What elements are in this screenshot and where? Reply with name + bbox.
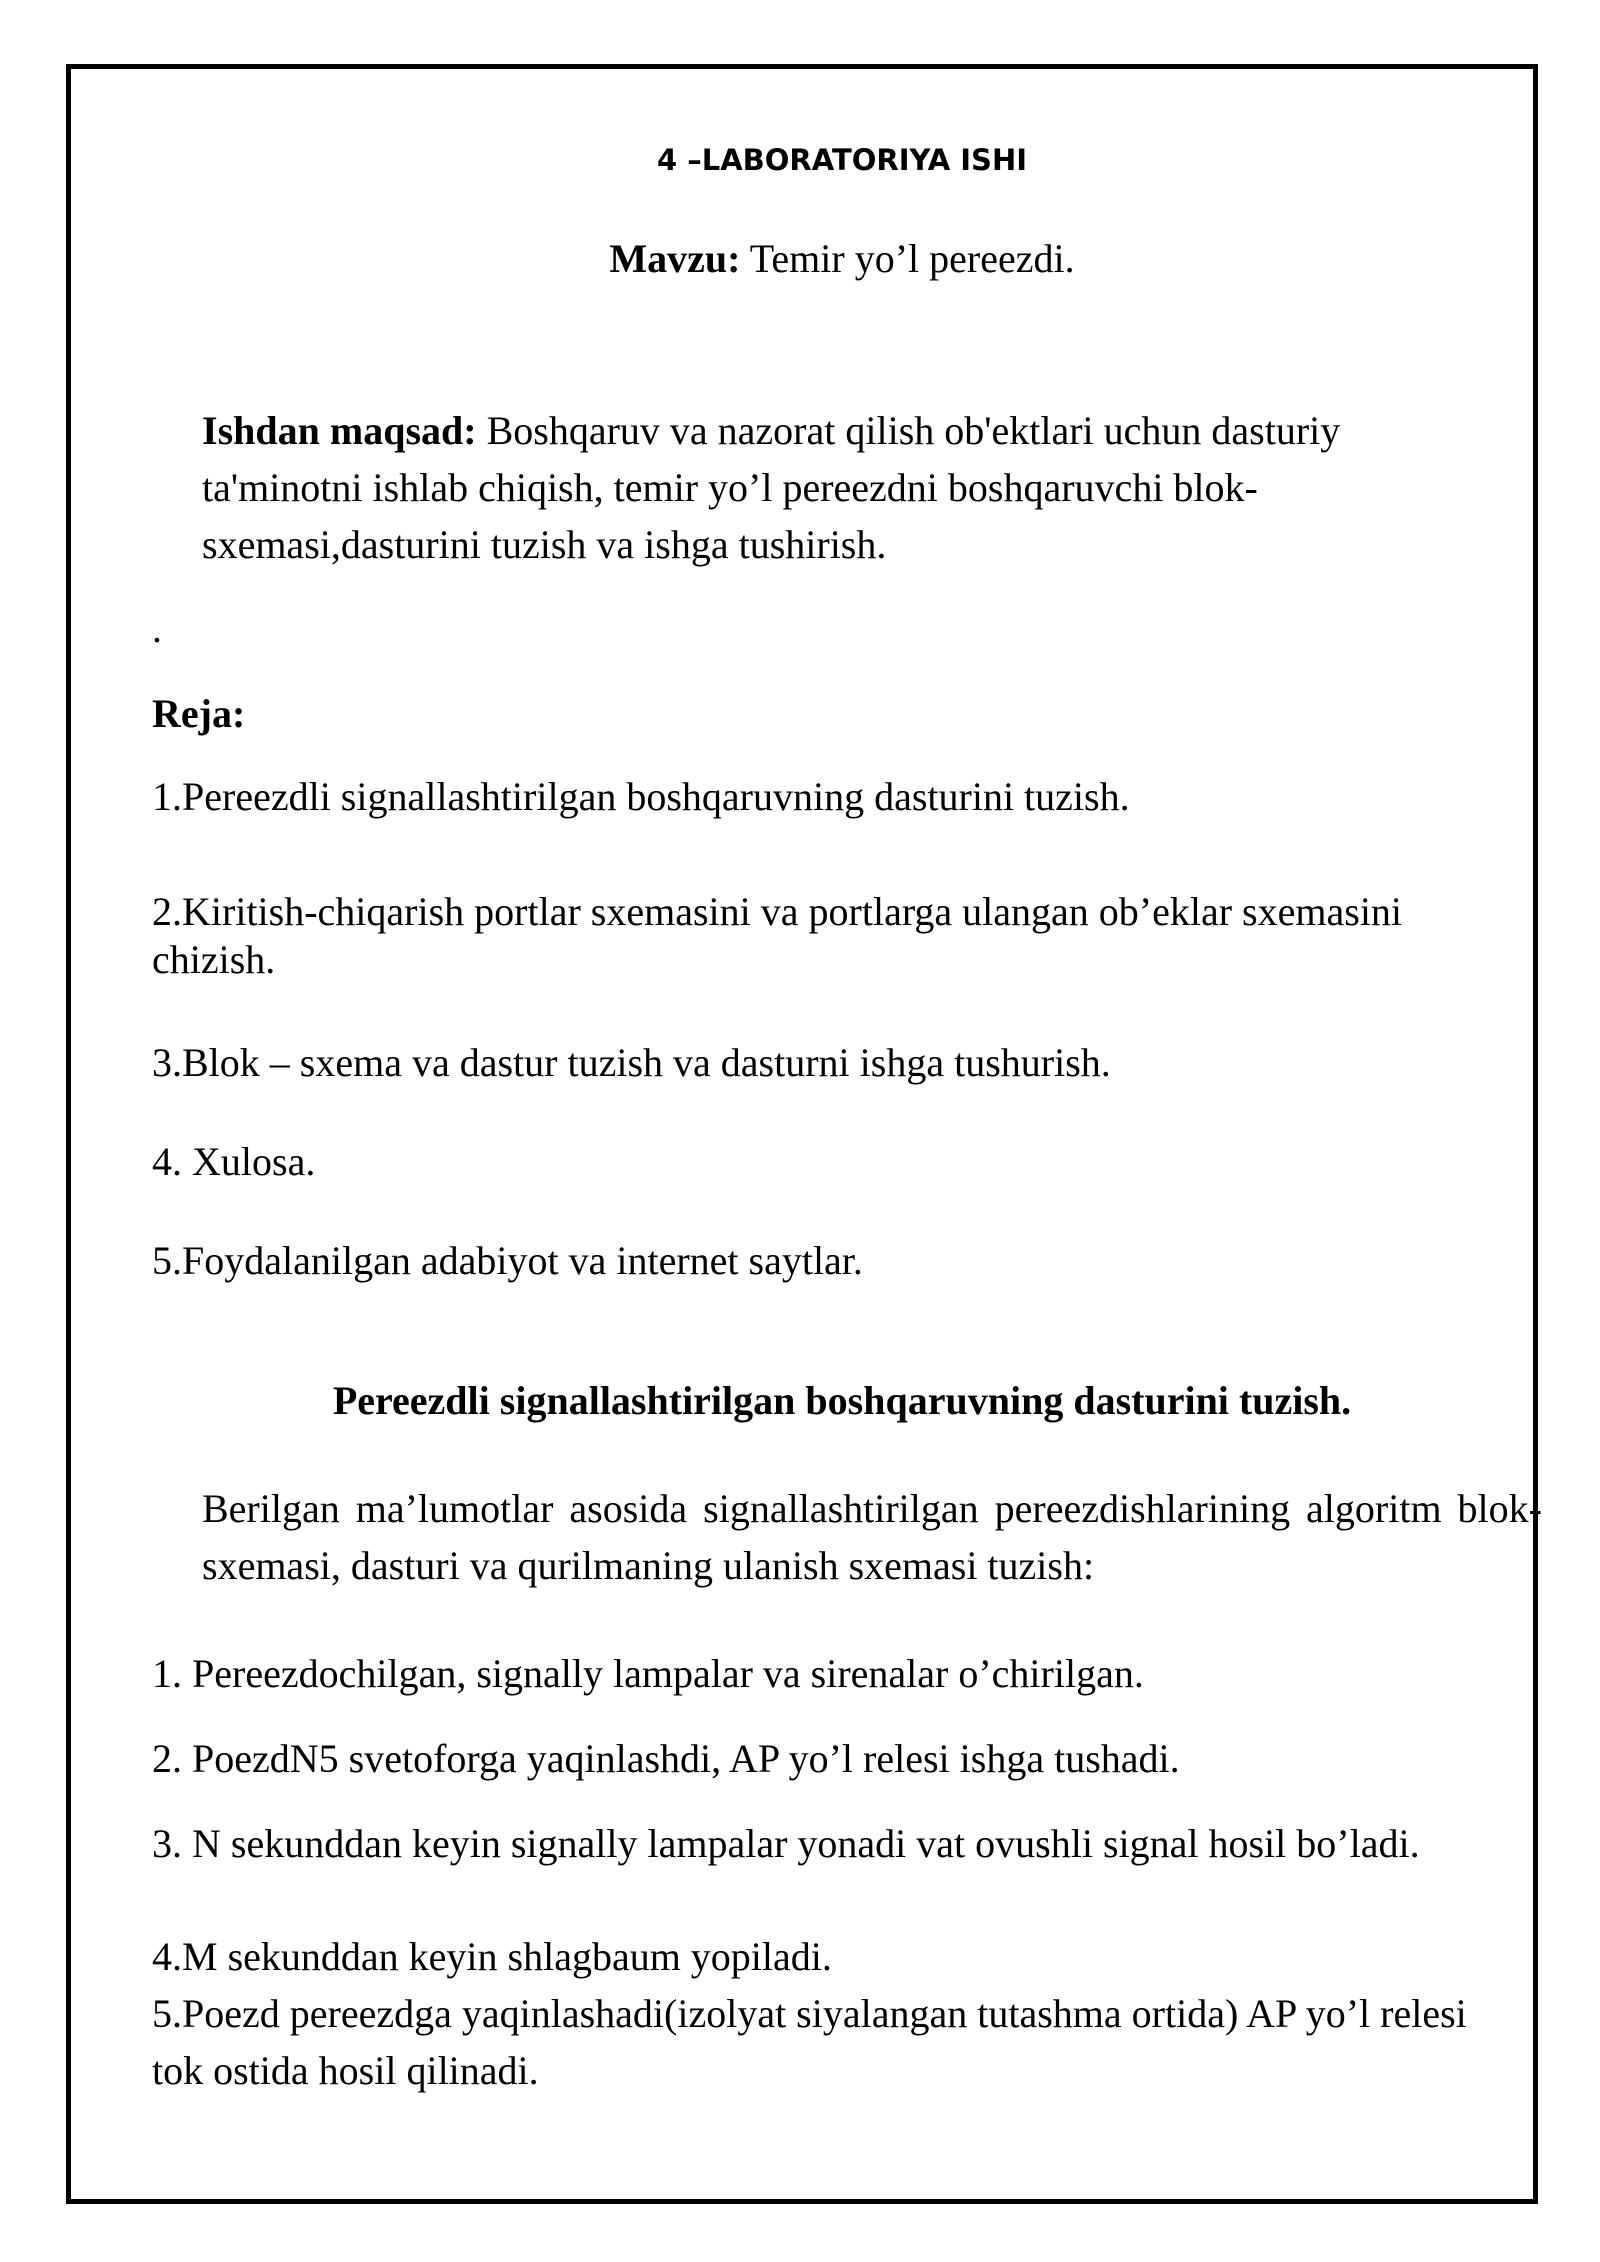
section-intro: Berilgan ma’lumotlar asosida signallashtirilgan pereezdishlarining algoritm blok-sxemasi, dasturi va qurilmaning ulanish sxemasi tuzish:	[202, 1486, 1542, 1588]
aim-paragraph	[152, 402, 1502, 573]
plan-item: 3.Blok – sxema va dastur tuzish va dasturni ishga tushurish.	[152, 1040, 1111, 1085]
topic-text: Temir yo’l pereezdi.	[740, 236, 1075, 281]
step-item: 2. PoezdN5 svetoforga yaqinlashdi, AP yo’l relesi ishga tushadi.	[152, 1736, 1180, 1781]
step-item: 5.Poezd pereezdga yaqinlashadi(izolyat siyalangan tutashma ortida) AP yo’l relesi tok ostida hosil qilinadi.	[152, 1991, 1467, 2093]
aim-text: Boshqaruv va nazorat qilish ob'ektlari uchun dasturiy ta'minotni ishlab chiqish, temir yo’l pereezdni boshqaruvchi blok-sxemasi,dasturini tuzish va ishga tushirish.	[202, 408, 1341, 567]
step-item: 1. Pereezdochilgan, signally lampalar va sirenalar o’chirilgan.	[152, 1651, 1144, 1696]
aim-label: Ishdan maqsad:	[202, 408, 477, 453]
lab-title: 4 –LABORATORIYA ISHI	[656, 143, 1028, 177]
section-heading: Pereezdli signallashtirilgan boshqaruvning dasturini tuzish.	[332, 1378, 1352, 1423]
plan-heading: Reja:	[152, 691, 246, 736]
step-item: 4.M sekunddan keyin shlagbaum yopiladi.	[152, 1934, 832, 1979]
topic-label: Mavzu:	[609, 236, 741, 281]
plan-item: 4. Xulosa.	[152, 1139, 316, 1184]
plan-item: 1.Pereezdli signallashtirilgan boshqaruvning dasturini tuzish.	[152, 774, 1130, 819]
plan-item: 5.Foydalanilgan adabiyot va internet saytlar.	[152, 1238, 863, 1283]
step-item: 3. N sekunddan keyin signally lampalar yonadi vat ovushli signal hosil bo’ladi.	[152, 1821, 1420, 1866]
topic-line	[152, 234, 1532, 284]
plan-item: 2.Kiritish-chiqarish portlar sxemasini va portlarga ulangan ob’eklar sxemasini chizish.	[152, 889, 1403, 982]
separator-dot: .	[152, 606, 162, 651]
